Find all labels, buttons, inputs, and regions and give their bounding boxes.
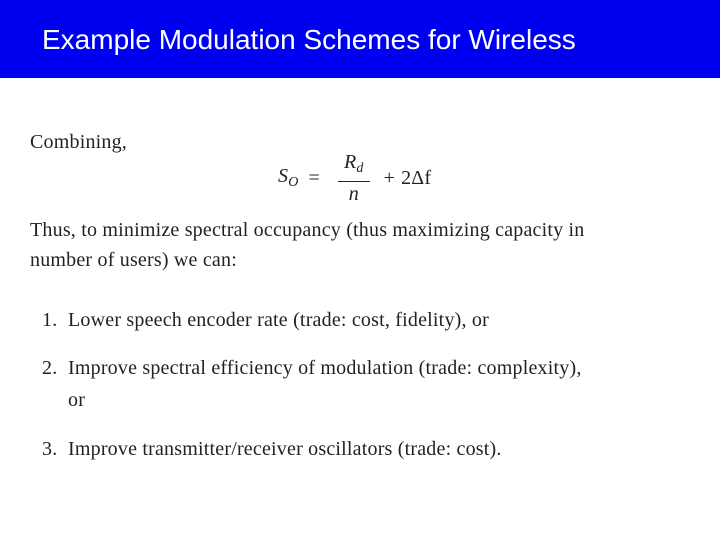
list-text: Improve transmitter/receiver oscillators (trade: cost). (68, 438, 502, 460)
list-text: Lower speech encoder rate (trade: cost, fidelity), or (68, 309, 489, 331)
equation-plus: + (383, 166, 396, 189)
list-number: 1. (42, 309, 58, 331)
slide-title: Example Modulation Schemes for Wireless (42, 24, 576, 55)
paragraph-line-2: number of users) we can: (30, 249, 237, 271)
equation (278, 150, 431, 206)
fraction-denominator: n (348, 183, 359, 205)
fraction-numerator: $R_d$ (338, 150, 370, 182)
list-number: 3. (42, 438, 58, 460)
list-text-continuation: or (68, 389, 86, 411)
equation-lhs: $S_O$ (278, 165, 299, 190)
equation-equals: = (308, 166, 320, 189)
list-text: Improve spectral efficiency of modulation (trade: complexity), (68, 357, 582, 379)
equation-fraction (338, 150, 370, 206)
paragraph-line-1: Thus, to minimize spectral occupancy (thus maximizing capacity in (30, 219, 585, 241)
title-bar (0, 0, 720, 78)
equation-tail: 2Δf (401, 166, 432, 189)
list-number: 2. (42, 357, 58, 379)
intro-text: Combining, (30, 131, 128, 153)
